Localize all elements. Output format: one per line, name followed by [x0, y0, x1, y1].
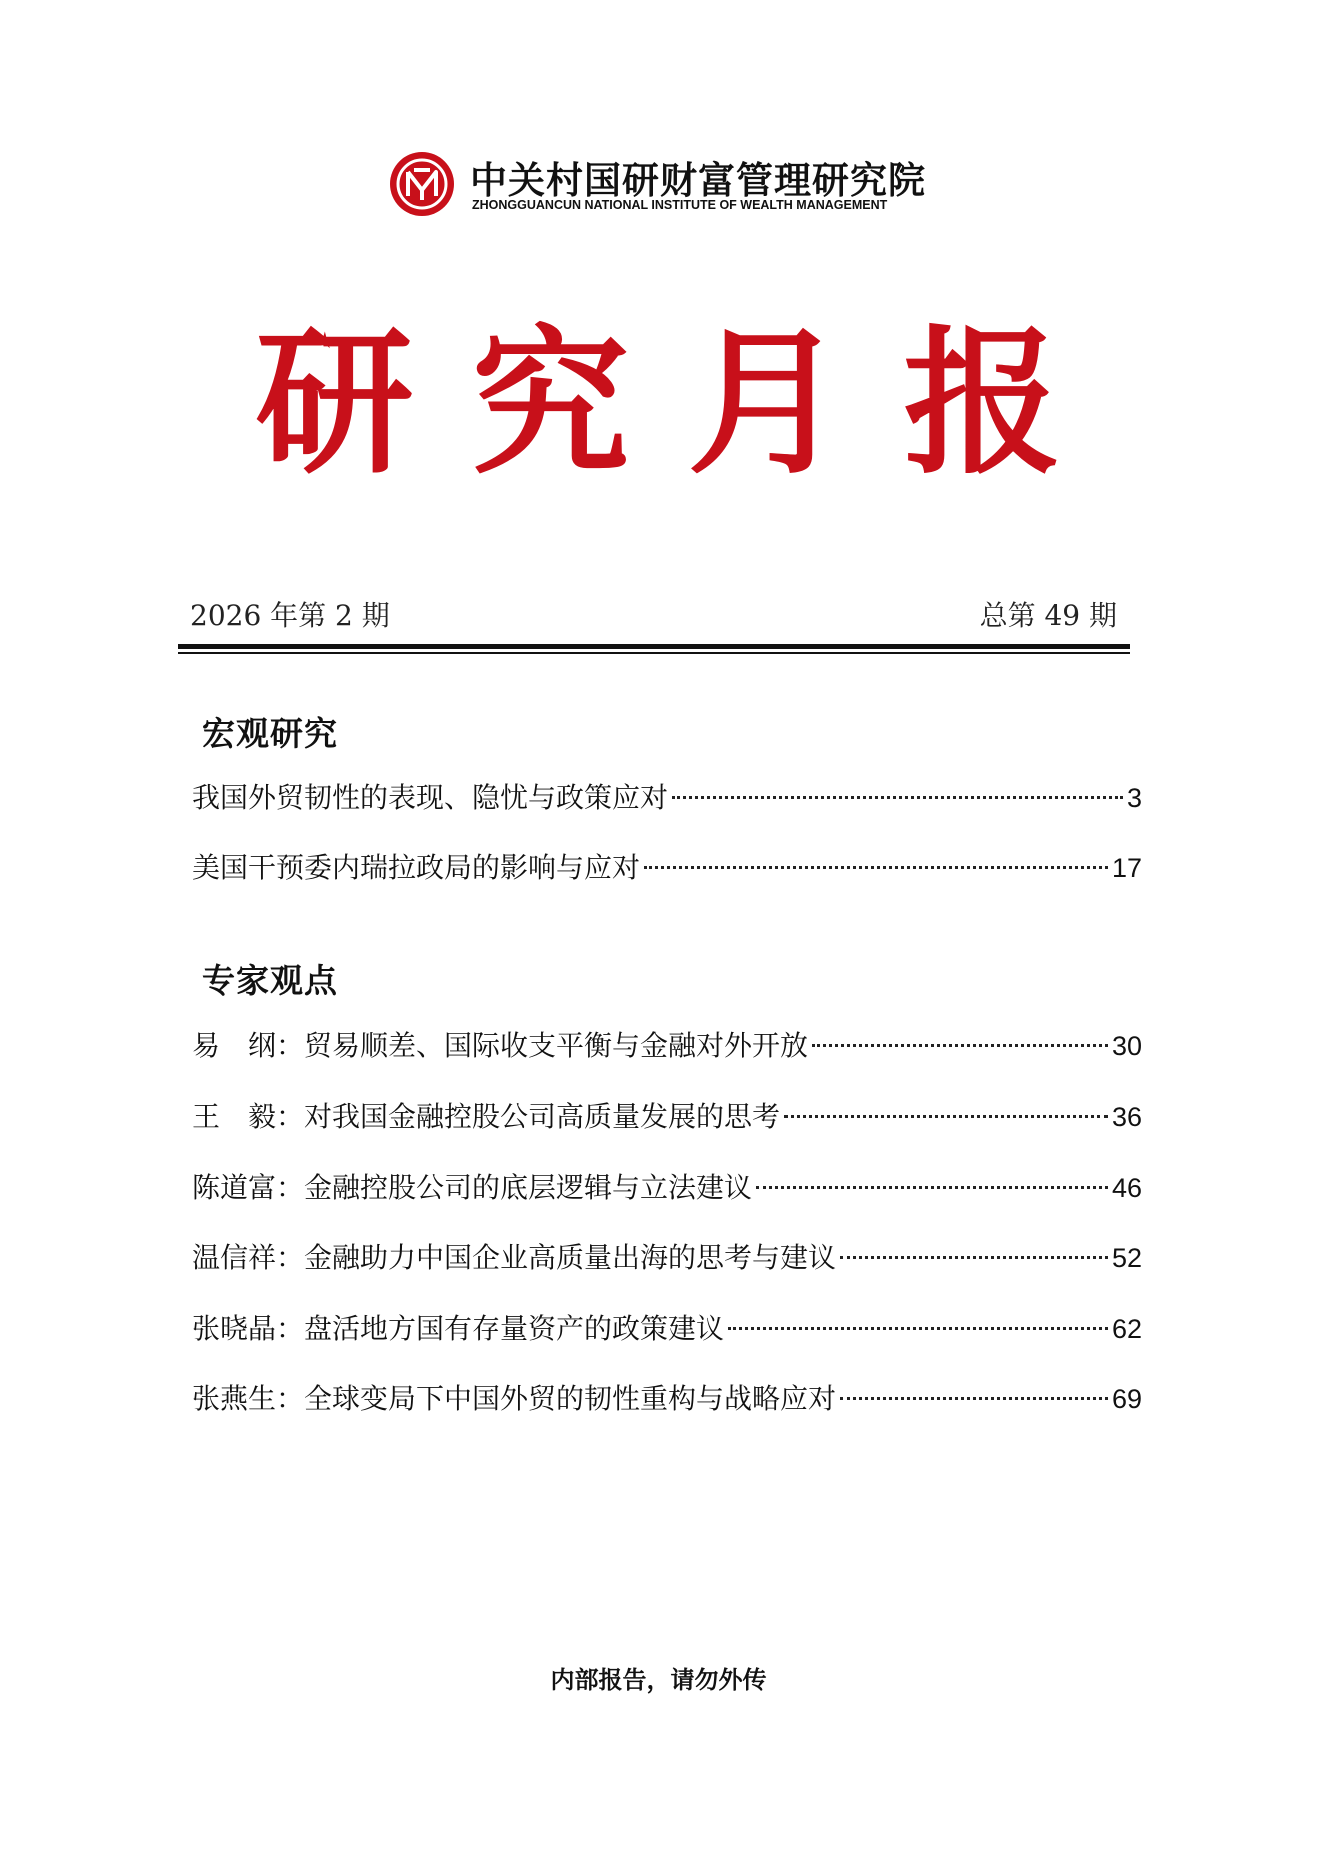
toc-page-number: 52 — [1111, 1243, 1142, 1273]
issue-number: 2026 年第 2 期 — [190, 599, 390, 632]
toc-page-number: 30 — [1111, 1031, 1142, 1061]
toc-page-number: 46 — [1111, 1173, 1142, 1203]
toc-leader-dots — [672, 796, 1123, 799]
toc-leader-dots — [812, 1044, 1108, 1047]
header-rule-thin — [178, 652, 1130, 654]
toc-author: 陈道富： — [192, 1171, 305, 1204]
toc-entry[interactable] — [192, 1166, 1142, 1206]
toc-title: 金融助力中国企业高质量出海的思考与建议 — [304, 1241, 837, 1274]
toc-entry[interactable] — [192, 776, 1142, 816]
toc-title: 美国干预委内瑞拉政局的影响与应对 — [192, 851, 641, 884]
toc-entry[interactable] — [192, 846, 1142, 886]
toc-title: 盘活地方国有存量资产的政策建议 — [304, 1312, 725, 1345]
toc-title: 贸易顺差、国际收支平衡与金融对外开放 — [304, 1029, 809, 1062]
toc-author: 张燕生： — [192, 1382, 305, 1415]
toc-entry[interactable] — [192, 1236, 1142, 1276]
total-issue-number: 总第 49 期 — [979, 599, 1117, 632]
toc-entry[interactable] — [192, 1024, 1142, 1064]
publication-title: 研究月报 — [255, 311, 1120, 496]
toc-leader-dots — [756, 1186, 1108, 1189]
toc-entry[interactable] — [192, 1095, 1142, 1135]
toc-leader-dots — [644, 866, 1108, 869]
institute-name-en: ZHONGGUANCUN NATIONAL INSTITUTE OF WEALTH MANAGEMENT — [472, 198, 888, 212]
toc-title: 全球变局下中国外贸的韧性重构与战略应对 — [304, 1382, 837, 1415]
toc-author: 张晓晶： — [192, 1312, 305, 1345]
toc-page-number: 69 — [1111, 1384, 1142, 1414]
toc-leader-dots — [728, 1327, 1108, 1330]
institute-name-cn: 中关村国研财富管理研究院 — [470, 159, 926, 202]
toc-page-number: 17 — [1111, 853, 1142, 883]
toc-leader-dots — [784, 1115, 1108, 1118]
institute-header — [388, 150, 948, 220]
toc-author: 王 毅： — [192, 1100, 305, 1133]
institute-logo-icon — [388, 150, 456, 218]
toc-title: 金融控股公司的底层逻辑与立法建议 — [304, 1171, 753, 1204]
section-title-macro: 宏观研究 — [202, 714, 338, 753]
toc-leader-dots — [840, 1256, 1108, 1259]
toc-title: 对我国金融控股公司高质量发展的思考 — [304, 1100, 781, 1133]
confidential-notice: 内部报告，请勿外传 — [550, 1666, 767, 1694]
toc-author: 易 纲： — [192, 1029, 305, 1062]
toc-title: 我国外贸韧性的表现、隐忧与政策应对 — [192, 781, 669, 814]
header-rule-thick — [178, 644, 1130, 649]
toc-author: 温信祥： — [192, 1241, 305, 1274]
toc-page-number: 3 — [1126, 783, 1142, 813]
toc-page-number: 62 — [1111, 1314, 1142, 1344]
toc-entry[interactable] — [192, 1377, 1142, 1417]
toc-leader-dots — [840, 1397, 1108, 1400]
toc-page-number: 36 — [1111, 1102, 1142, 1132]
toc-entry[interactable] — [192, 1307, 1142, 1347]
section-title-expert: 专家观点 — [202, 961, 338, 1000]
